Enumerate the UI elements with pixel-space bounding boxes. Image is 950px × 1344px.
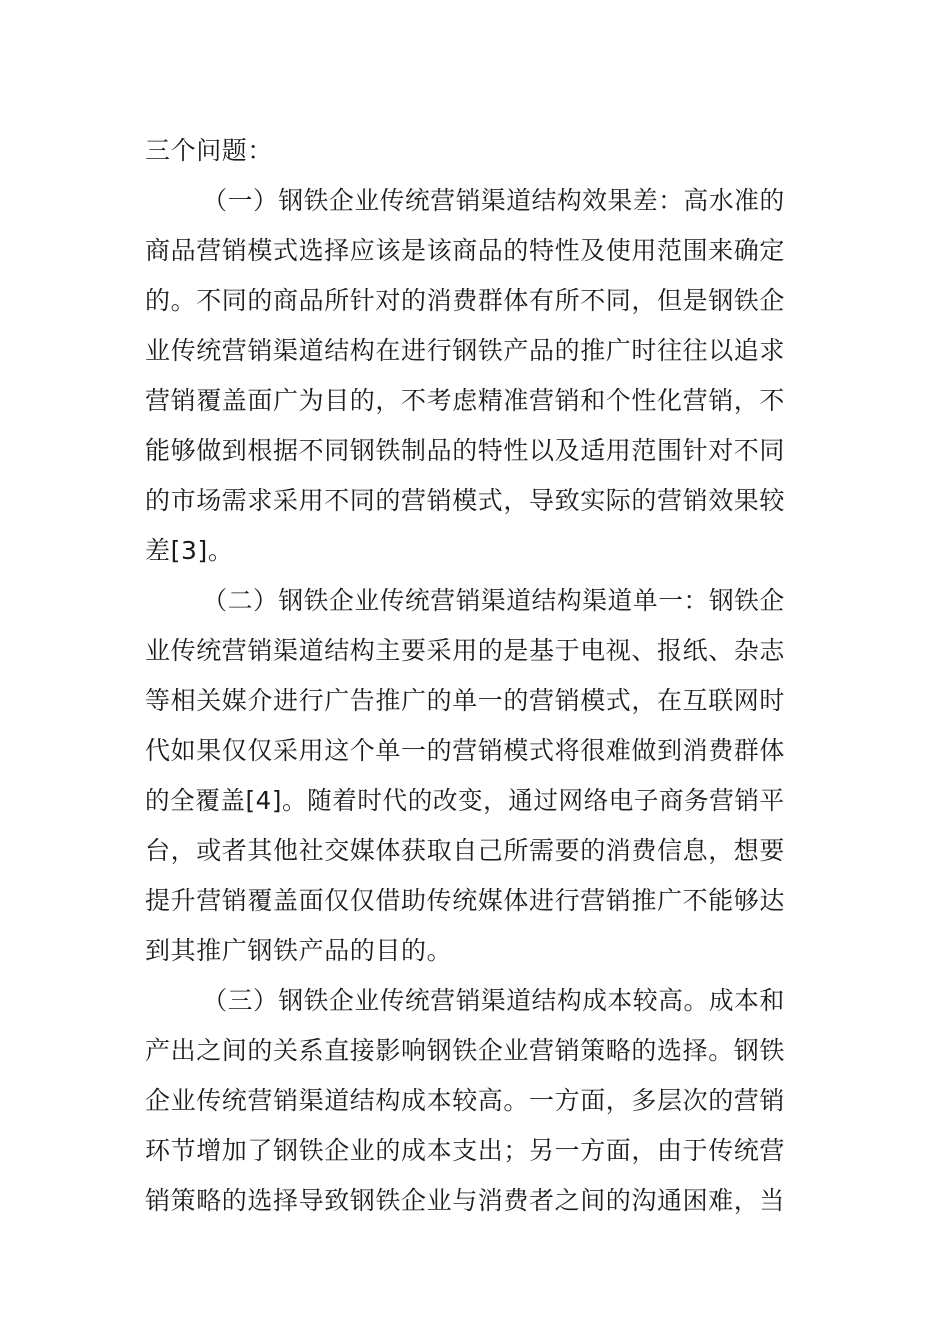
text-line: 三个问题： (145, 136, 274, 165)
text-line: 能够做到根据不同钢铁制品的特性以及适用范围针对不同 (145, 436, 786, 465)
text-line: 商品营销模式选择应该是该商品的特性及使用范围来确定 (145, 236, 786, 265)
text-line: 销策略的选择导致钢铁企业与消费者之间的沟通困难，当 (145, 1186, 786, 1215)
text-line: 台，或者其他社交媒体获取自己所需要的消费信息，想要 (145, 836, 786, 865)
text-line: 产出之间的关系直接影响钢铁企业营销策略的选择。钢铁 (145, 1036, 786, 1065)
text-line: 业传统营销渠道结构在进行钢铁产品的推广时往往以追求 (145, 336, 786, 365)
text-line: 企业传统营销渠道结构成本较高。一方面，多层次的营销 (145, 1086, 786, 1115)
text-line: （三）钢铁企业传统营销渠道结构成本较高。成本和 (202, 986, 785, 1015)
text-line: （一）钢铁企业传统营销渠道结构效果差：高水准的 (202, 186, 785, 215)
text-line: 环节增加了钢铁企业的成本支出；另一方面，由于传统营 (145, 1136, 786, 1165)
text-line: 等相关媒介进行广告推广的单一的营销模式，在互联网时 (145, 686, 786, 715)
text-line: 的市场需求采用不同的营销模式，导致实际的营销效果较 (145, 486, 786, 515)
text-line: 提升营销覆盖面仅仅借助传统媒体进行营销推广不能够达 (145, 886, 786, 915)
body-text (145, 126, 785, 1226)
text-line: 的。不同的商品所针对的消费群体有所不同，但是钢铁企 (145, 286, 786, 315)
text-line: 代如果仅仅采用这个单一的营销模式将很难做到消费群体 (145, 736, 786, 765)
text-line: 差[3]。 (145, 536, 234, 565)
text-line: 的全覆盖[4]。随着时代的改变，通过网络电子商务营销平 (145, 786, 785, 815)
text-line: 业传统营销渠道结构主要采用的是基于电视、报纸、杂志 (145, 636, 786, 665)
text-line: 营销覆盖面广为目的，不考虑精准营销和个性化营销，不 (145, 386, 786, 415)
text-line: （二）钢铁企业传统营销渠道结构渠道单一：钢铁企 (202, 586, 785, 615)
text-line: 到其推广钢铁产品的目的。 (145, 936, 453, 965)
